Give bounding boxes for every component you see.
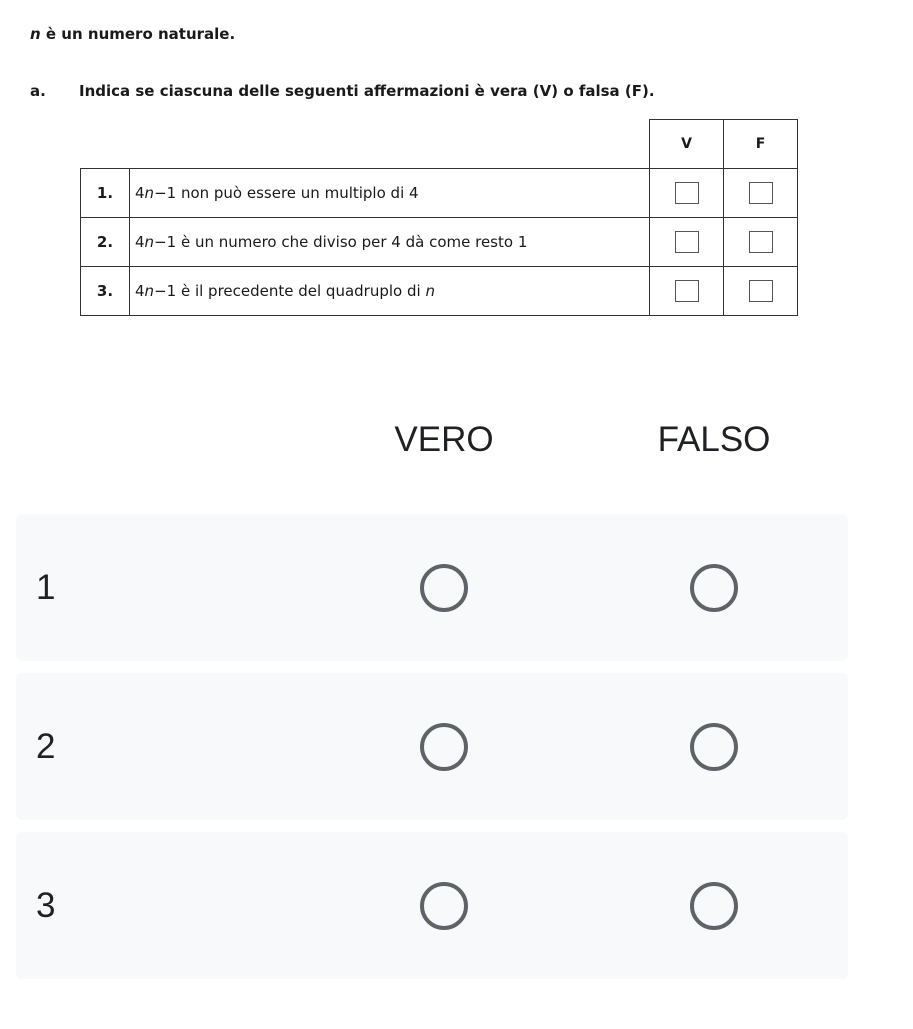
exercise-image: [0, 0, 913, 340]
statement-number: 1.: [81, 169, 130, 218]
checkbox-square-icon: [675, 231, 699, 253]
radio-row-1-vero[interactable]: [420, 564, 468, 612]
table-header-v: V: [650, 120, 724, 169]
grid-row-2: [16, 673, 848, 820]
table-header-row: [81, 120, 798, 169]
checkbox-cell-f: [724, 169, 798, 218]
premise-rest: è un numero naturale.: [40, 25, 236, 43]
column-header-falso: FALSO: [657, 420, 771, 459]
statement-post: −1 è il precedente del quadruplo di: [154, 282, 426, 300]
grid-row-1: [16, 514, 848, 661]
table-blank-cell: [81, 120, 130, 169]
task-text: Indica se ciascuna delle seguenti affermazioni è vera (V) o falsa (F).: [79, 82, 655, 100]
table-row: [81, 218, 798, 267]
true-false-table: [80, 119, 798, 316]
task-letter: a.: [30, 82, 46, 100]
row-label-2: 2: [36, 726, 56, 766]
checkbox-cell-f: [724, 218, 798, 267]
radio-row-3-falso[interactable]: [690, 882, 738, 930]
premise-text: [30, 25, 235, 43]
checkbox-square-icon: [749, 280, 773, 302]
row-label-3: 3: [36, 885, 56, 925]
checkbox-cell-f: [724, 267, 798, 316]
statement-variable: n: [144, 184, 155, 202]
checkbox-cell-v: [650, 218, 724, 267]
statement-number: 2.: [81, 218, 130, 267]
statement-text: [130, 169, 650, 218]
checkbox-square-icon: [749, 231, 773, 253]
checkbox-cell-v: [650, 169, 724, 218]
statement-pre: 4: [135, 184, 145, 202]
statement-post: −1 non può essere un multiplo di 4: [154, 184, 419, 202]
checkbox-square-icon: [749, 182, 773, 204]
radio-row-2-vero[interactable]: [420, 723, 468, 771]
statement-text: [130, 267, 650, 316]
statement-pre: 4: [135, 233, 145, 251]
table-row: [81, 267, 798, 316]
checkbox-square-icon: [675, 280, 699, 302]
statement-pre: 4: [135, 282, 145, 300]
radio-row-3-vero[interactable]: [420, 882, 468, 930]
row-label-1: 1: [36, 567, 56, 607]
statement-variable: n: [144, 282, 155, 300]
statement-number: 3.: [81, 267, 130, 316]
statement-variable-2: n: [425, 282, 435, 300]
checkbox-square-icon: [675, 182, 699, 204]
checkbox-cell-v: [650, 267, 724, 316]
premise-variable: n: [30, 25, 41, 43]
task-instruction: [30, 82, 655, 100]
radio-row-1-falso[interactable]: [690, 564, 738, 612]
table-blank-cell: [130, 120, 650, 169]
radio-row-2-falso[interactable]: [690, 723, 738, 771]
table-row: [81, 169, 798, 218]
grid-row-3: [16, 832, 848, 979]
statement-post: −1 è un numero che diviso per 4 dà come resto 1: [154, 233, 528, 251]
column-header-vero: VERO: [394, 420, 494, 459]
table-header-f: F: [724, 120, 798, 169]
statement-text: [130, 218, 650, 267]
statement-variable: n: [144, 233, 155, 251]
